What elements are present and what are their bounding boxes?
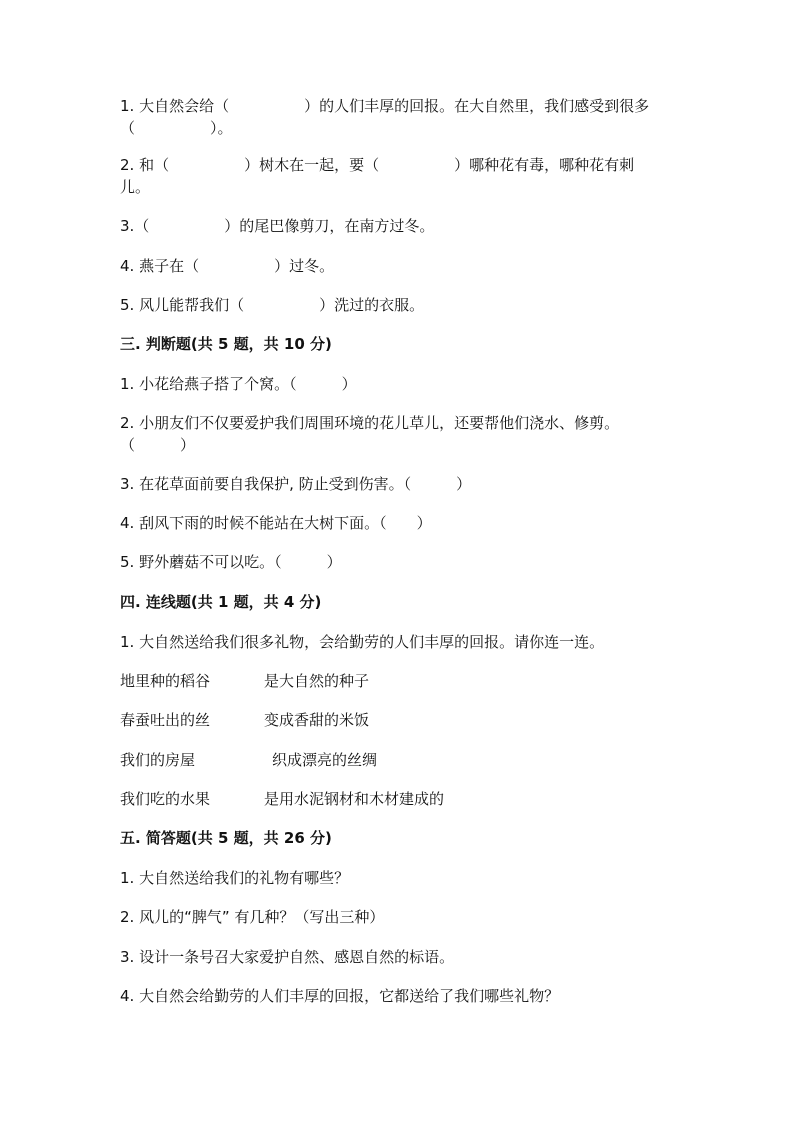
- short-answer-item-3: 3. 设计一条号召大家爱护自然、感恩自然的标语。: [120, 948, 455, 966]
- match-left-item-3: 我们的房屋: [120, 751, 196, 769]
- fill-blank-item-4: 4. 燕子在（ ）过冬。: [120, 257, 335, 275]
- judge-item-2: 2. 小朋友们不仅要爱护我们周围环境的花儿草儿，还要帮他们浇水、修剪。: [120, 414, 620, 432]
- short-answer-item-1: 1. 大自然送给我们的礼物有哪些？: [120, 869, 350, 887]
- match-right-item-1: 是大自然的种子: [264, 672, 370, 690]
- judge-item-2-cont: （ ）: [120, 436, 196, 454]
- short-answer-item-4: 4. 大自然会给勤劳的人们丰厚的回报，它都送给了我们哪些礼物？: [120, 987, 560, 1005]
- match-left-item-4: 我们吃的水果: [120, 790, 211, 808]
- judge-item-1: 1. 小花给燕子搭了个窝。（ ）: [120, 375, 357, 393]
- fill-blank-item-1-cont: （ ）。: [120, 119, 233, 137]
- match-left-item-2: 春蚕吐出的丝: [120, 711, 211, 729]
- short-answer-item-2: 2. 风儿的“脾气” 有几种？（写出三种）: [120, 908, 385, 926]
- fill-blank-item-1: 1. 大自然会给（ ）的人们丰厚的回报。在大自然里，我们感受到很多: [120, 97, 650, 115]
- match-right-item-2: 变成香甜的米饭: [264, 711, 370, 729]
- fill-blank-item-5: 5. 风儿能帮我们（ ）洗过的衣服。: [120, 296, 425, 314]
- match-right-item-4: 是用水泥钢材和木材建成的: [264, 790, 445, 808]
- fill-blank-item-3: 3.（ ）的尾巴像剪刀，在南方过冬。: [120, 217, 435, 235]
- fill-blank-item-2-cont: 儿。: [120, 178, 151, 196]
- judge-heading: 三. 判断题(共 5 题，共 10 分): [120, 335, 332, 353]
- match-prompt: 1. 大自然送给我们很多礼物，会给勤劳的人们丰厚的回报。请你连一连。: [120, 633, 605, 651]
- match-right-item-3: 织成漂亮的丝绸: [272, 751, 378, 769]
- judge-item-3: 3. 在花草面前要自我保护, 防止受到伤害。（ ）: [120, 475, 472, 493]
- short-answer-heading: 五. 简答题(共 5 题，共 26 分): [120, 829, 332, 847]
- judge-item-4: 4. 刮风下雨的时候不能站在大树下面。（ ）: [120, 514, 432, 532]
- fill-blank-item-2: 2. 和（ ）树木在一起，要（ ）哪种花有毒，哪种花有刺: [120, 156, 635, 174]
- judge-item-5: 5. 野外蘑菇不可以吃。（ ）: [120, 553, 342, 571]
- match-left-item-1: 地里种的稻谷: [120, 672, 211, 690]
- match-heading: 四. 连线题(共 1 题，共 4 分): [120, 593, 322, 611]
